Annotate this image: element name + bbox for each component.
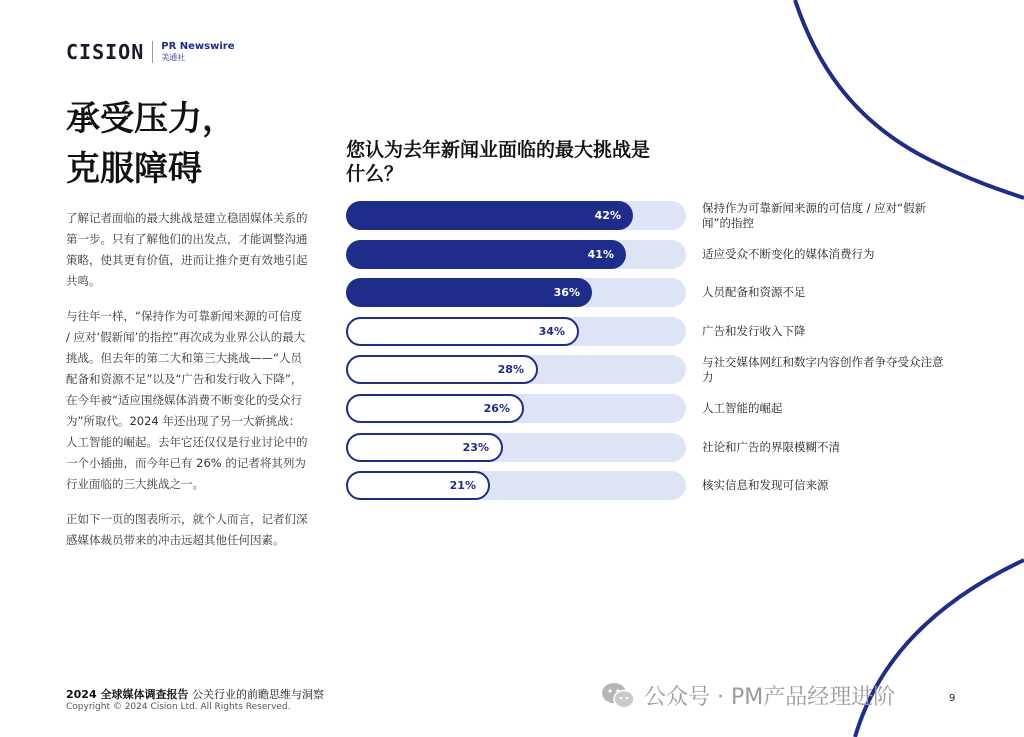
bar-row bbox=[346, 471, 686, 500]
watermark-text: 公众号 · PM产品经理进阶 bbox=[644, 685, 896, 710]
bar bbox=[346, 240, 626, 269]
bar-row bbox=[346, 394, 686, 423]
footer-report-title bbox=[66, 686, 324, 702]
prnewswire-cn-name: 美通社 bbox=[161, 53, 186, 62]
bar bbox=[346, 471, 490, 500]
body-paragraph-1: 了解记者面临的最大挑战是建立稳固媒体关系的第一步。只有了解他们的出发点，才能调整沟通策略，使其更有价值，进而让推介更有效地引起共鸣。 bbox=[66, 211, 308, 288]
prnewswire-logo bbox=[161, 42, 234, 62]
brand-logo bbox=[66, 40, 234, 64]
bar bbox=[346, 433, 503, 462]
logo-divider bbox=[152, 41, 153, 63]
category-label: 人员配备和资源不足 bbox=[702, 285, 806, 299]
bar bbox=[346, 317, 579, 346]
bar-value-label: 23% bbox=[462, 441, 489, 454]
bar-row bbox=[346, 278, 686, 307]
bar-row bbox=[346, 201, 686, 230]
bar-value-label: 21% bbox=[449, 479, 476, 492]
bar-value-label: 28% bbox=[497, 363, 524, 376]
cision-logo: CISION bbox=[66, 40, 145, 64]
bar bbox=[346, 278, 592, 307]
category-label: 社论和广告的界限模糊不清 bbox=[702, 440, 840, 454]
body-text bbox=[66, 208, 308, 565]
category-label: 适应受众不断变化的媒体消费行为 bbox=[702, 247, 875, 261]
bar-row bbox=[346, 317, 686, 346]
page-headline bbox=[66, 94, 236, 194]
bar-value-label: 42% bbox=[594, 209, 621, 222]
body-paragraph-3: 正如下一页的图表所示，就个人而言，记者们深感媒体裁员带来的冲击远超其他任何因素。 bbox=[66, 512, 308, 547]
page-number: 9 bbox=[946, 692, 958, 705]
category-label: 人工智能的崛起 bbox=[702, 401, 783, 415]
watermark bbox=[600, 680, 895, 711]
bar bbox=[346, 201, 633, 230]
bar-row bbox=[346, 355, 686, 384]
headline-line-2: 克服障碍 bbox=[66, 149, 202, 189]
bar bbox=[346, 355, 538, 384]
category-label: 保持作为可靠新闻来源的可信度 / 应对“假新闻”的指控 bbox=[702, 201, 927, 230]
prnewswire-name: PR Newswire bbox=[161, 41, 235, 52]
headline-line-1: 承受压力， bbox=[66, 99, 236, 139]
category-label: 与社交媒体网红和数字内容创作者争夺受众注意力 bbox=[702, 355, 944, 384]
footer-report-title-bold: 2024 全球媒体调查报告 bbox=[66, 688, 189, 701]
footer-report-subtitle: 公关行业的前瞻思维与洞察 bbox=[188, 688, 324, 701]
bar-value-label: 34% bbox=[538, 325, 565, 338]
chart-title: 您认为去年新闻业面临的最大挑战是什么？ bbox=[346, 139, 651, 185]
body-paragraph-2: 与往年一样，“保持作为可靠新闻来源的可信度 / 应对‘假新闻’的指控”再次成为业界公认的最大挑战。但去年的第二大和第三大挑战——“人员配备和资源不足”以及“广告和发行收入下降”，在今年被“适应围绕媒体消费不断变化的受众行为”所取代。2024 年还出现了另一大新挑战：人工智能的崛起。去年它还仅仅是行业讨论中的一个小插曲，而今年已有 26% 的记者将其列为行业面临的三大挑战之一。 bbox=[66, 309, 308, 491]
bar-value-label: 36% bbox=[553, 286, 580, 299]
bar-row bbox=[346, 240, 686, 269]
bar-value-label: 26% bbox=[483, 402, 510, 415]
footer-copyright: Copyright © 2024 Cision Ltd. All Rights Reserved. bbox=[66, 702, 291, 712]
wechat-icon bbox=[600, 681, 636, 711]
bar-row bbox=[346, 433, 686, 462]
category-label: 广告和发行收入下降 bbox=[702, 324, 806, 338]
category-label: 核实信息和发现可信来源 bbox=[702, 478, 829, 492]
bar bbox=[346, 394, 524, 423]
bar-value-label: 41% bbox=[587, 248, 614, 261]
